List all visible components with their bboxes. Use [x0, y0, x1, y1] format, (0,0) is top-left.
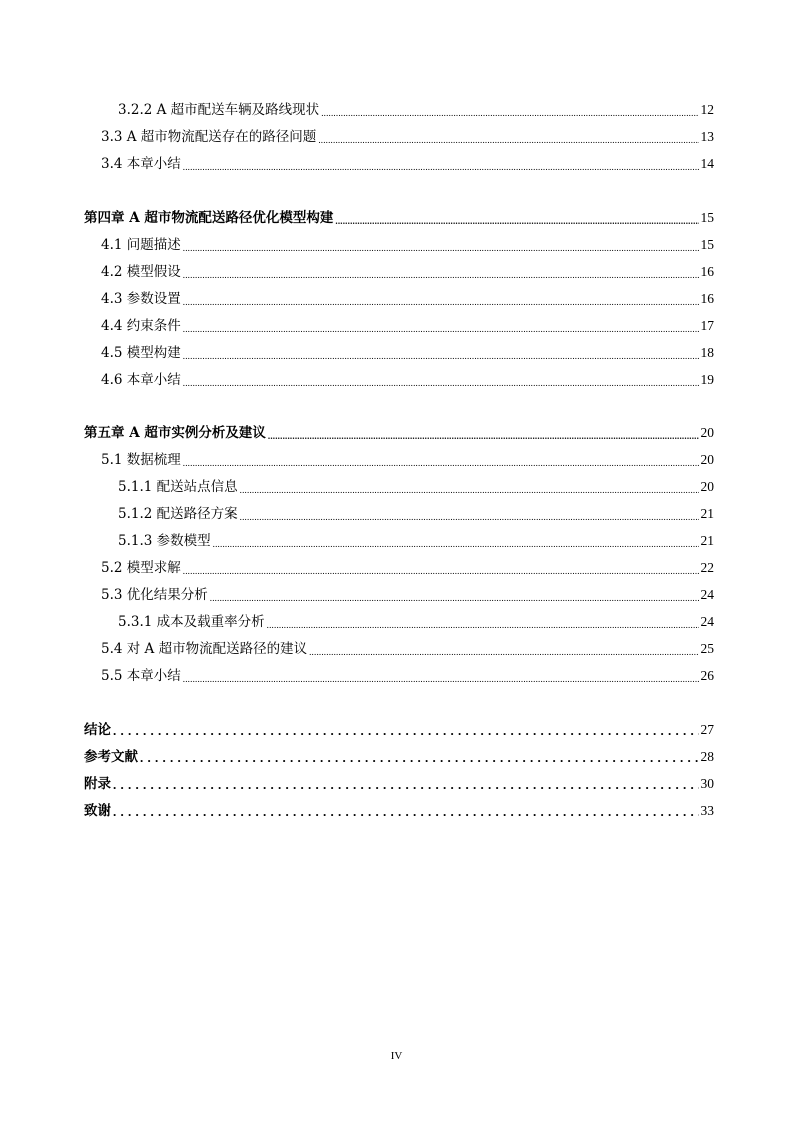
toc-entry-4-1[interactable] [101, 235, 714, 255]
toc-entry-page: 25 [700, 641, 714, 656]
toc-entry-5-1-1[interactable] [118, 477, 714, 497]
toc-entry-label: 3.2.2 A 超市配送车辆及路线现状 [118, 102, 320, 118]
toc-entry-label: 5.3 优化结果分析 [101, 587, 208, 603]
toc-entry-5-3[interactable] [101, 585, 714, 605]
toc-entry-label: 结论 [84, 722, 111, 738]
toc-entry-page: 17 [700, 318, 714, 333]
toc-entry-page: 18 [700, 345, 714, 360]
toc-leader-dots [183, 450, 699, 470]
toc-leader-dots [318, 127, 698, 147]
toc-entry-5-1[interactable] [101, 450, 714, 470]
toc-entry-conclusion[interactable] [84, 720, 714, 740]
toc-entry-4-2[interactable] [101, 262, 714, 282]
toc-entry-label: 4.2 模型假设 [101, 264, 181, 280]
toc-leader-dots [183, 235, 699, 255]
toc-entry-label: 第四章 A 超市物流配送路径优化模型构建 [84, 210, 334, 226]
toc-entry-label: 4.3 参数设置 [101, 291, 181, 307]
toc-leader-dots [183, 154, 699, 174]
toc-entry-3-4[interactable] [101, 154, 714, 174]
toc-entry-page: 16 [700, 291, 714, 306]
toc-leader-dots [321, 100, 698, 120]
toc-entry-page: 30 [700, 776, 714, 791]
toc-entry-page: 20 [700, 479, 714, 494]
toc-leader-dots [183, 289, 699, 309]
toc-leader-dots [183, 262, 699, 282]
toc-leader-dots [183, 370, 699, 390]
toc-entry-page: 24 [700, 587, 714, 602]
toc-entry-page: 15 [700, 210, 714, 225]
toc-leader-dots [183, 666, 699, 686]
toc-leader-dots [140, 747, 699, 767]
toc-entry-page: 13 [700, 129, 714, 144]
toc-entry-page: 16 [700, 264, 714, 279]
toc-leader-dots [267, 612, 699, 632]
toc-leader-dots [113, 774, 699, 794]
toc-entry-label: 3.4 本章小结 [101, 156, 181, 172]
toc-entry-page: 33 [700, 803, 714, 818]
toc-entry-label: 5.1.3 参数模型 [118, 533, 211, 549]
toc-leader-dots [183, 343, 699, 363]
toc-leader-dots [240, 477, 699, 497]
toc-entry-page: 20 [700, 452, 714, 467]
toc-entry-label: 4.6 本章小结 [101, 372, 181, 388]
toc-entry-3-3[interactable] [101, 127, 714, 147]
toc-leader-dots [183, 558, 699, 578]
toc-leader-dots [240, 504, 699, 524]
toc-entry-page: 15 [700, 237, 714, 252]
toc-entry-label: 5.3.1 成本及载重率分析 [118, 614, 265, 630]
toc-leader-dots [213, 531, 699, 551]
toc-leader-dots [309, 639, 698, 659]
toc-entry-page: 28 [700, 749, 714, 764]
toc-entry-3-2-2[interactable] [118, 100, 714, 120]
toc-leader-dots [113, 801, 699, 821]
toc-entry-page: 21 [700, 533, 714, 548]
toc-entry-5-2[interactable] [101, 558, 714, 578]
toc-entry-label: 5.4 对 A 超市物流配送路径的建议 [101, 641, 308, 657]
toc-entry-page: 24 [700, 614, 714, 629]
toc-entry-5-4[interactable] [101, 639, 714, 659]
toc-entry-label: 4.5 模型构建 [101, 345, 181, 361]
toc-leader-dots [335, 208, 698, 228]
toc-entry-label: 5.1.1 配送站点信息 [118, 479, 238, 495]
toc-entry-label: 4.1 问题描述 [101, 237, 181, 253]
toc-entry-appendix[interactable] [84, 774, 714, 794]
toc-entry-page: 21 [700, 506, 714, 521]
toc-entry-page: 20 [700, 425, 714, 440]
toc-entry-label: 参考文献 [84, 749, 138, 765]
toc-leader-dots [183, 316, 699, 336]
toc-entry-5-3-1[interactable] [118, 612, 714, 632]
toc-entry-page: 12 [700, 102, 714, 117]
toc-entry-acknowledgements[interactable] [84, 801, 714, 821]
toc-entry-label: 附录 [84, 776, 111, 792]
toc-leader-dots [268, 423, 699, 443]
toc-entry-page: 14 [700, 156, 714, 171]
toc-entry-references[interactable] [84, 747, 714, 767]
toc-entry-label: 3.3 A 超市物流配送存在的路径问题 [101, 129, 317, 145]
toc-entry-5-5[interactable] [101, 666, 714, 686]
toc-entry-4-5[interactable] [101, 343, 714, 363]
toc-entry-chapter-5[interactable] [84, 423, 714, 443]
toc-entry-page: 27 [700, 722, 714, 737]
toc-entry-label: 5.1 数据梳理 [101, 452, 181, 468]
toc-entry-chapter-4[interactable] [84, 208, 714, 228]
toc-entry-page: 22 [700, 560, 714, 575]
toc-entry-label: 5.2 模型求解 [101, 560, 181, 576]
toc-entry-5-1-2[interactable] [118, 504, 714, 524]
toc-entry-label: 5.1.2 配送路径方案 [118, 506, 238, 522]
toc-entry-label: 第五章 A 超市实例分析及建议 [84, 425, 266, 441]
toc-entry-4-6[interactable] [101, 370, 714, 390]
toc-entry-label: 致谢 [84, 803, 111, 819]
toc-entry-4-4[interactable] [101, 316, 714, 336]
toc-leader-dots [210, 585, 699, 605]
toc-entry-5-1-3[interactable] [118, 531, 714, 551]
toc-leader-dots [113, 720, 699, 740]
toc-entry-4-3[interactable] [101, 289, 714, 309]
toc-entry-label: 5.5 本章小结 [101, 668, 181, 684]
toc-entry-page: 26 [700, 668, 714, 683]
toc-entry-label: 4.4 约束条件 [101, 318, 181, 334]
toc-entry-page: 19 [700, 372, 714, 387]
page-number: IV [390, 1050, 403, 1062]
